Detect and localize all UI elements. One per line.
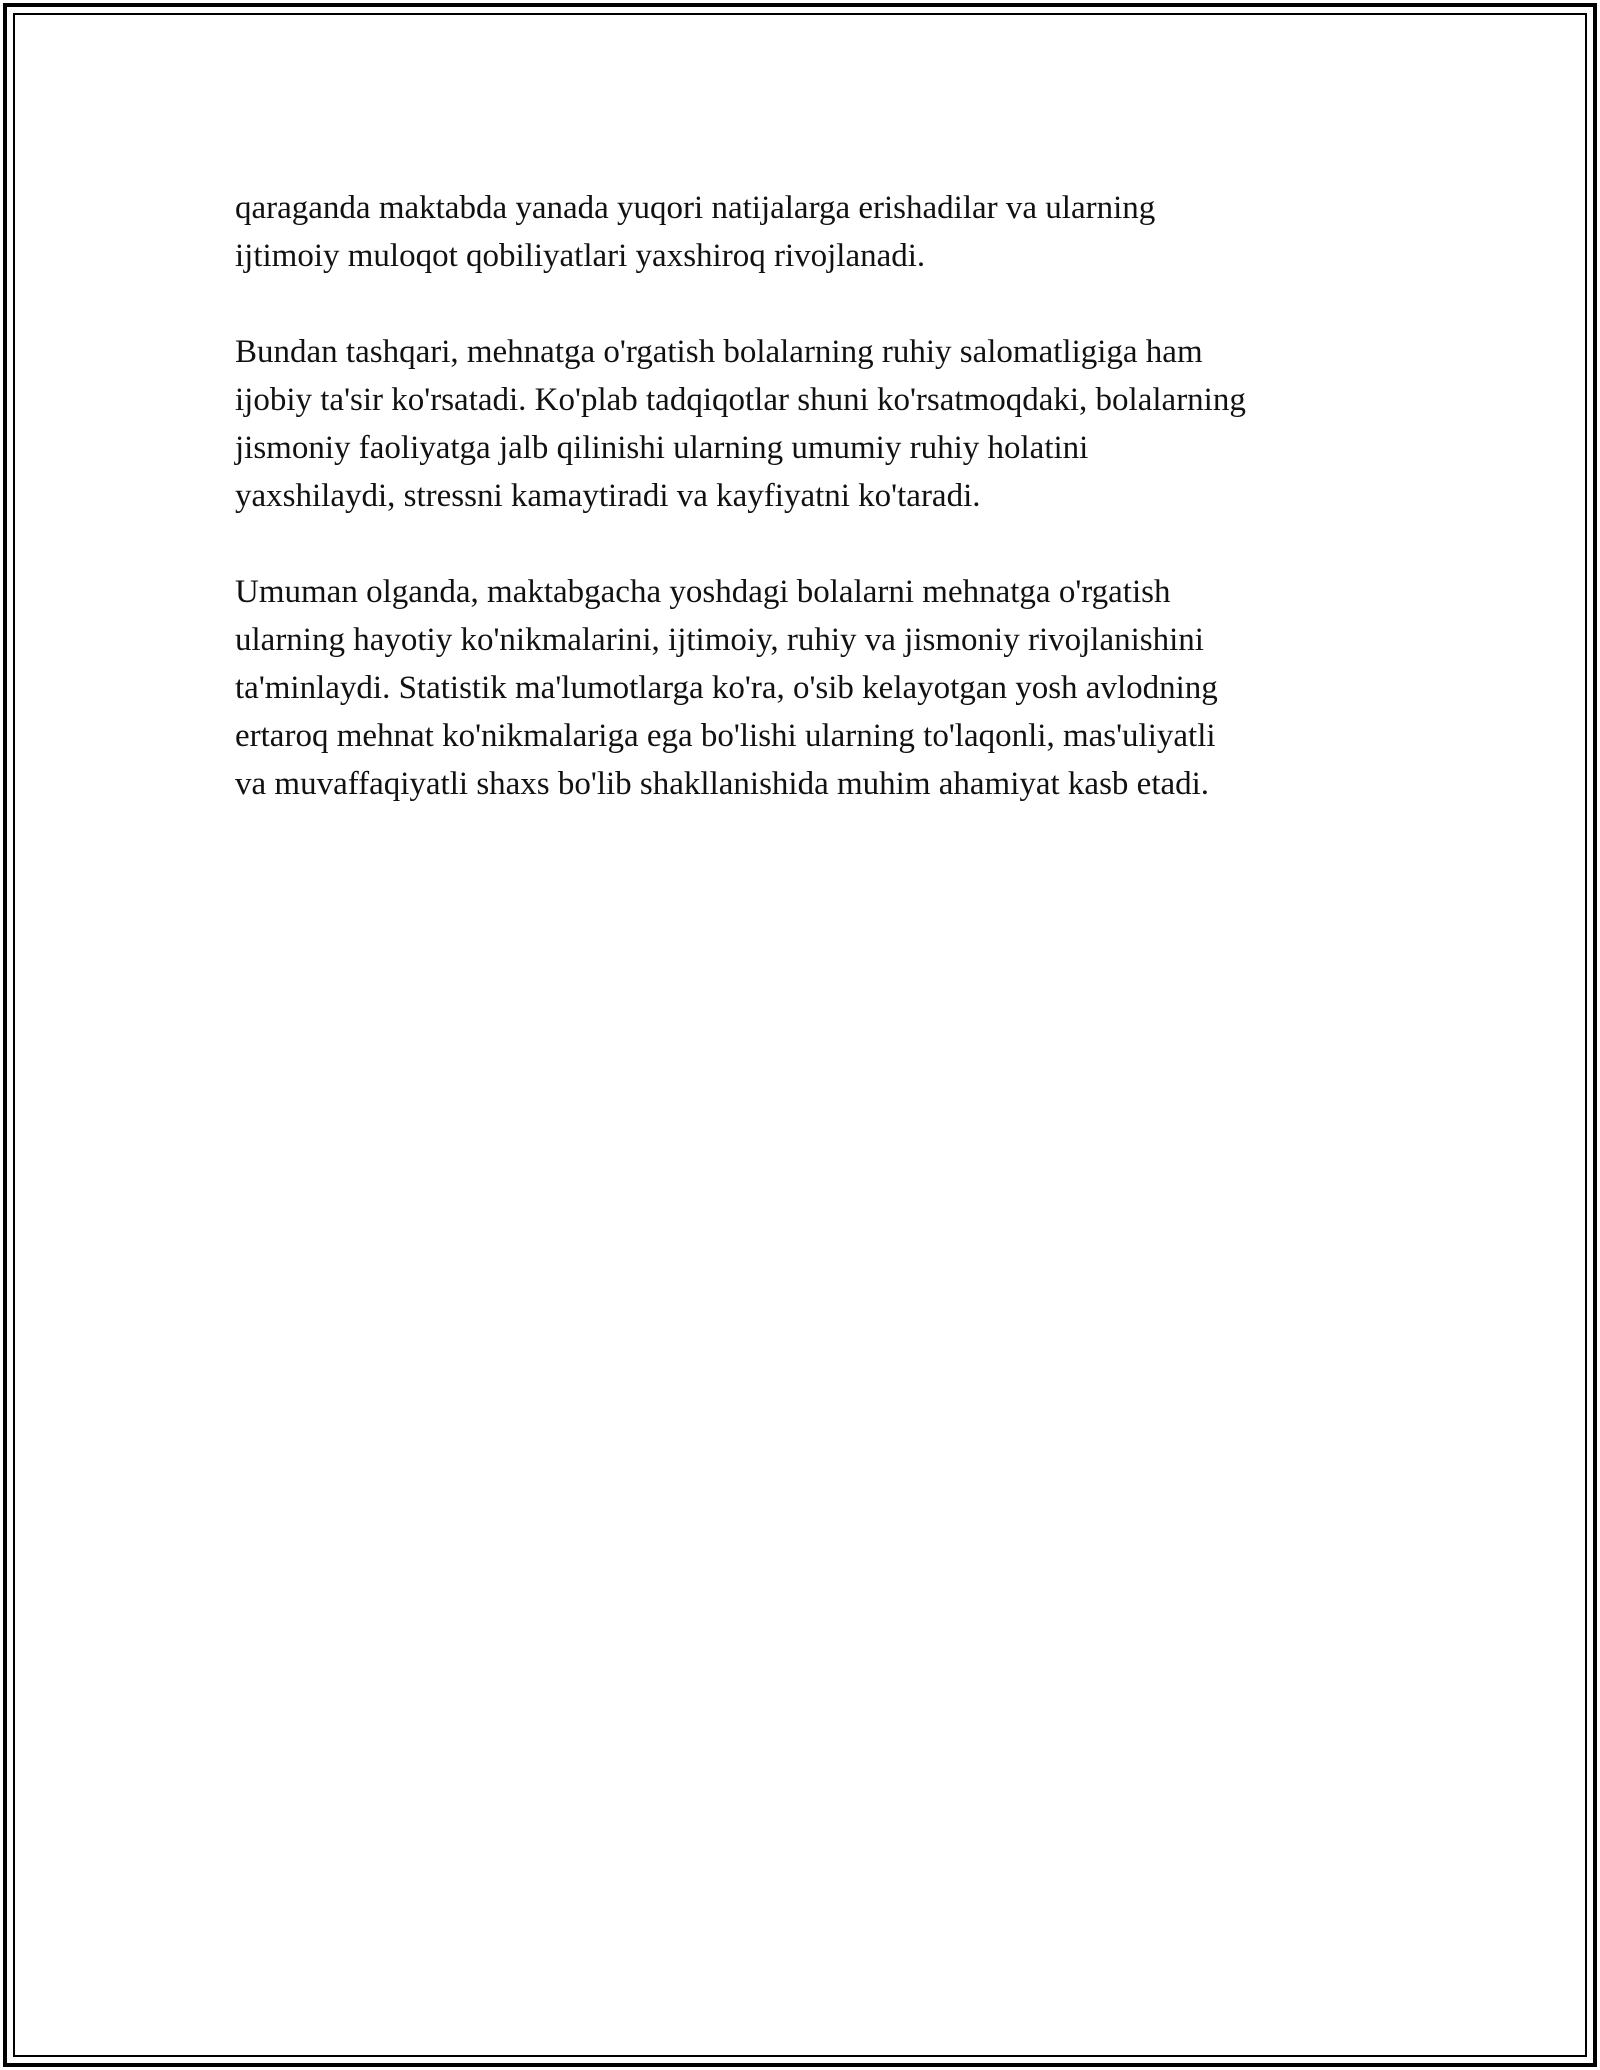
paragraph-1: qaraganda maktabda yanada yuqori natijalarga erishadilar va ularning ijtimoiy muloqot qobiliyatlari yaxshiroq rivojlanadi. <box>235 190 1156 274</box>
document-body <box>235 184 1385 856</box>
paragraph-2: Bundan tashqari, mehnatga o'rgatish bolalarning ruhiy salomatligiga ham ijobiy ta'sir ko'rsatadi. Ko'plab tadqiqotlar shuni ko'rsatmoqdaki, bolalarning jismoniy faoliyatga jalb qilinishi ularning umumiy ruhiy holatini yaxshilaydi, stressni kamaytiradi va kayfiyatni ko'taradi. <box>235 334 1246 514</box>
paragraph-3: Umuman olganda, maktabgacha yoshdagi bolalarni mehnatga o'rgatish ularning hayotiy ko'nikmalarini, ijtimoiy, ruhiy va jismoniy rivojlanishini ta'minlaydi. Statistik ma'lumotlarga ko'ra, o'sib kelayotgan yosh avlodning ertaroq mehnat ko'nikmalariga ega bo'lishi ularning to'laqonli, mas'uliyatli va muvaffaqiyatli shaxs bo'lib shakllanishida muhim ahamiyat kasb etadi. <box>235 574 1218 802</box>
